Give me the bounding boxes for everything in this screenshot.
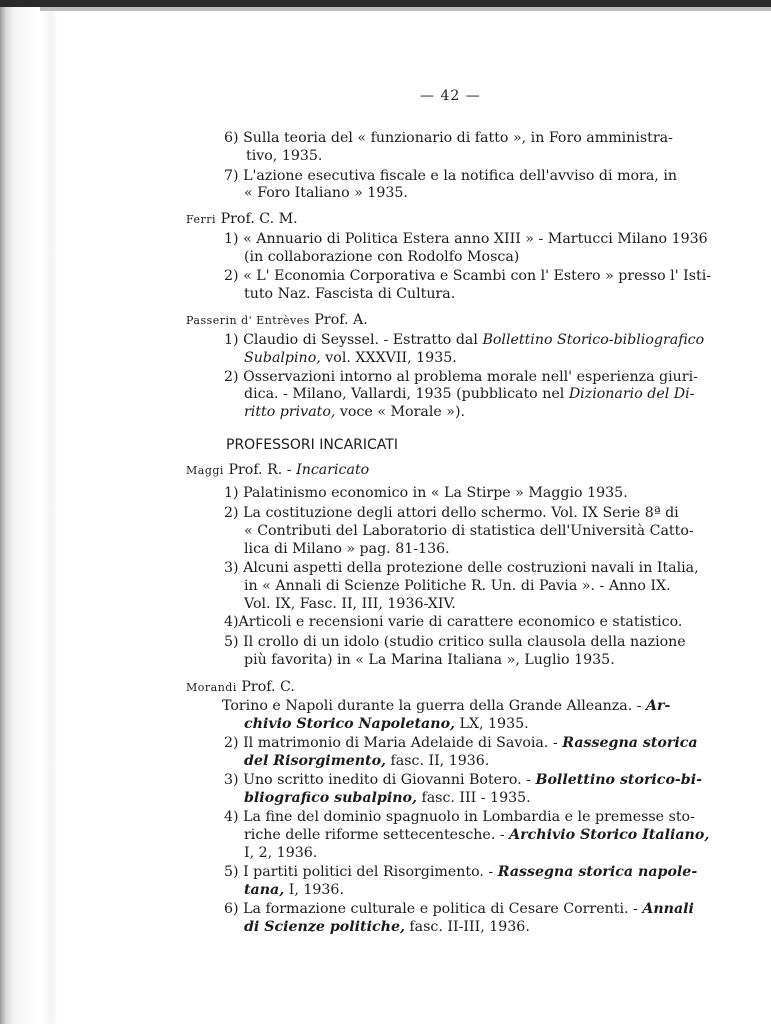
page-binding-edge (0, 0, 58, 1024)
text-run: vol. XXXVII, 1935. (320, 350, 457, 366)
text-line (224, 771, 702, 789)
text-line: 3) Alcuni aspetti della protezione delle costruzioni navali in Italia, (224, 560, 699, 576)
text-line: 2) La costituzione degli attori dello schermo. Vol. IX Serie 8ª di (224, 505, 679, 521)
text-run: 1) Claudio di Seyssel. - Estratto dal (224, 332, 483, 348)
italic-run: bliografico subalpino, (244, 790, 417, 806)
text-line (244, 349, 457, 367)
text-run: riche delle riforme settecentesche. - (244, 827, 510, 843)
author-surname: Maggi (186, 464, 224, 477)
italic-run: Annali (642, 901, 694, 917)
text-line: in « Annali di Scienze Politiche R. Un. di Pavia ». - Anno IX. (244, 578, 671, 594)
text-line: Vol. IX, Fasc. II, III, 1936-XIV. (244, 596, 456, 612)
text-line (244, 385, 694, 403)
text-run: 2) Il matrimonio di Maria Adelaide di Savoia. - (224, 735, 563, 751)
text-run: LX, 1935. (454, 716, 529, 732)
author-title: Prof. A. (309, 312, 368, 328)
text-line (224, 900, 694, 918)
author-title: Prof. R. - (223, 462, 297, 478)
italic-run: Dizionario del Di- (568, 386, 695, 402)
text-line: I, 2, 1936. (244, 845, 318, 861)
text-run: fasc. III - 1935. (416, 790, 531, 806)
author-ferri (186, 210, 298, 229)
text-line (244, 403, 465, 421)
text-line: 1) Palatinismo economico in « La Stirpe » Maggio 1935. (224, 485, 628, 501)
italic-run: Bollettino storico-bi- (535, 772, 702, 788)
italic-run: Archivio Storico Italiano, (509, 827, 710, 843)
text-run: voce « Morale »). (335, 404, 465, 420)
author-passerin (186, 311, 368, 330)
text-line: 4) La fine del dominio spagnuolo in Lombardia e le premesse sto- (224, 809, 695, 825)
text-line: « Foro Italiano » 1935. (244, 185, 408, 201)
italic-run: Subalpino, (244, 350, 321, 366)
author-surname: Passerin d' Entrèves (186, 314, 310, 327)
italic-run: Bollettino Storico-bibliografico (482, 332, 705, 348)
text-line (244, 881, 344, 899)
italic-run: tana, (244, 882, 285, 898)
italic-run: ritto privato, (244, 404, 336, 420)
author-surname: Ferri (186, 213, 217, 226)
scan-top-border (0, 0, 771, 7)
italic-run: Rassegna storica (562, 735, 698, 751)
text-line (244, 826, 709, 844)
author-role: Incaricato (296, 462, 370, 478)
text-line (224, 331, 704, 349)
italic-run: Rassegna storica napole- (497, 864, 698, 880)
text-run: 6) La formazione culturale e politica di Cesare Correnti. - (224, 901, 643, 917)
text-line: 2) « L' Economia Corporativa e Scambi con l' Estero » presso l' Isti- (224, 268, 712, 284)
scan-top-shadow (40, 7, 771, 11)
text-line: 4)Articoli e recensioni varie di carattere economico e statistico. (224, 614, 683, 630)
text-line: lica di Milano » pag. 81-136. (244, 541, 450, 557)
section-heading: PROFESSORI INCARICATI (226, 437, 398, 453)
text-line: 2) Osservazioni intorno al problema morale nell' esperienza giuri- (224, 369, 698, 385)
text-line (244, 918, 530, 936)
text-line: 7) L'azione esecutiva fiscale e la notifica dell'avviso di mora, in (224, 168, 677, 184)
text-line (244, 715, 529, 733)
italic-run: di Scienze politiche, (244, 919, 405, 935)
author-title: Prof. C. M. (216, 211, 298, 227)
text-run: I, 1936. (284, 882, 344, 898)
text-line: più favorita) in « La Marina Italiana », Luglio 1935. (244, 652, 615, 668)
italic-run: Ar- (646, 698, 671, 714)
text-line (224, 863, 697, 881)
author-title: Prof. C. (236, 679, 295, 695)
author-maggi (186, 461, 369, 480)
text-line: tuto Naz. Fascista di Cultura. (244, 286, 456, 302)
text-run: dica. - Milano, Vallardi, 1935 (pubblicato nel (244, 386, 569, 402)
text-line: 6) Sulla teoria del « funzionario di fatto », in Foro amministra- (224, 130, 673, 146)
text-run: Torino e Napoli durante la guerra della Grande Alleanza. - (222, 698, 647, 714)
text-line (224, 734, 698, 752)
text-run: fasc. II-III, 1936. (404, 919, 530, 935)
text-run: 5) I partiti politici del Risorgimento. - (224, 864, 498, 880)
page-number: — 42 — (420, 88, 481, 104)
text-line: « Contributi del Laboratorio di statistica dell'Università Catto- (244, 523, 694, 539)
text-line (244, 752, 489, 770)
text-line: 5) Il crollo di un idolo (studio critico sulla clausola della nazione (224, 634, 686, 650)
italic-run: chivio Storico Napoletano, (244, 716, 455, 732)
text-line (222, 697, 670, 715)
text-line: 1) « Annuario di Politica Estera anno XIII » - Martucci Milano 1936 (224, 231, 708, 247)
author-surname: Morandi (186, 681, 237, 694)
italic-run: del Risorgimento, (244, 753, 386, 769)
text-line: (in collaborazione con Rodolfo Mosca) (244, 249, 520, 265)
text-run: fasc. II, 1936. (386, 753, 490, 769)
text-line (244, 789, 531, 807)
author-morandi (186, 678, 295, 697)
text-run: 3) Uno scritto inedito di Giovanni Botero. - (224, 772, 536, 788)
text-line: tivo, 1935. (246, 148, 323, 164)
